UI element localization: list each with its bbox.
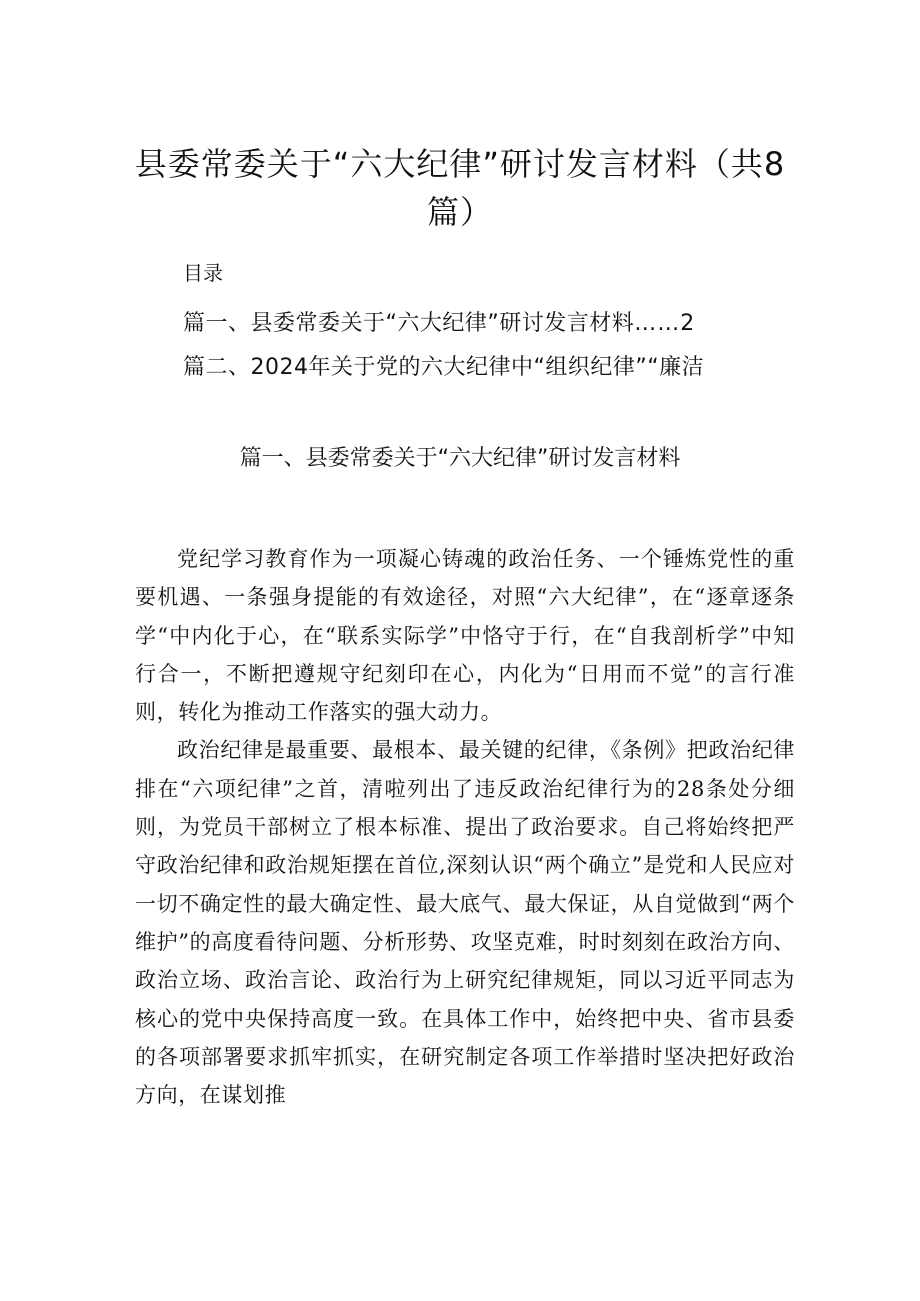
toc-item-page: 2 — [680, 311, 695, 336]
body-text — [135, 540, 795, 1114]
toc-item-leader: …… — [634, 311, 681, 336]
toc-item[interactable] — [183, 306, 783, 350]
toc-item-label: 篇二、2024年关于党的六大纪律中“组织纪律”“廉洁 — [183, 355, 705, 380]
table-of-contents — [183, 306, 783, 394]
toc-item-label: 篇一、县委常委关于“六大纪律”研讨发言材料 — [183, 311, 635, 336]
paragraph: 党纪学习教育作为一项凝心铸魂的政治任务、一个锤炼党性的重要机遇、一条强身提能的有效途径，对照“六大纪律”，在“逐章逐条学“中内化于心，在“联系实际学”中恪守于行，在“自我剖析学”中知行合一，不断把遵规守纪刻印在心，内化为“日用而不觉”的言行准则，转化为推动工作落实的强大动力。 — [135, 547, 795, 725]
paragraph: 政治纪律是最重要、最根本、最关键的纪律，《条例》把政治纪律排在“六项纪律”之首，清啦列出了违反政治纪律行为的28条处分细则，为党员干部树立了根本标准、提出了政治要求。自己将始终把严守政治纪律和政治规矩摆在首位,深刻认识“两个确立”是党和人民应对一切不确定性的最大确定性、最大底气、最大保证，从自觉做到“两个维护”的高度看待问题、分析形势、攻坚克难，时时刻刻在政治方向、政治立场、政治言论、政治行为上研究纪律规矩，同以习近平同志为核心的党中央保持高度一致。在具体工作中，始终把中央、省市县委的各项部署要求抓牢抓实，在研究制定各项工作举措时坚决把好政治方向，在谋划推 — [135, 738, 795, 1108]
toc-item[interactable] — [183, 350, 783, 394]
toc-heading: 目录 — [183, 261, 223, 285]
section-heading: 篇一、县委常委关于“六大纪律”研讨发言材料 — [239, 446, 681, 471]
document-title: 县委常委关于“六大纪律”研讨发言材料（共8篇） — [134, 145, 786, 231]
